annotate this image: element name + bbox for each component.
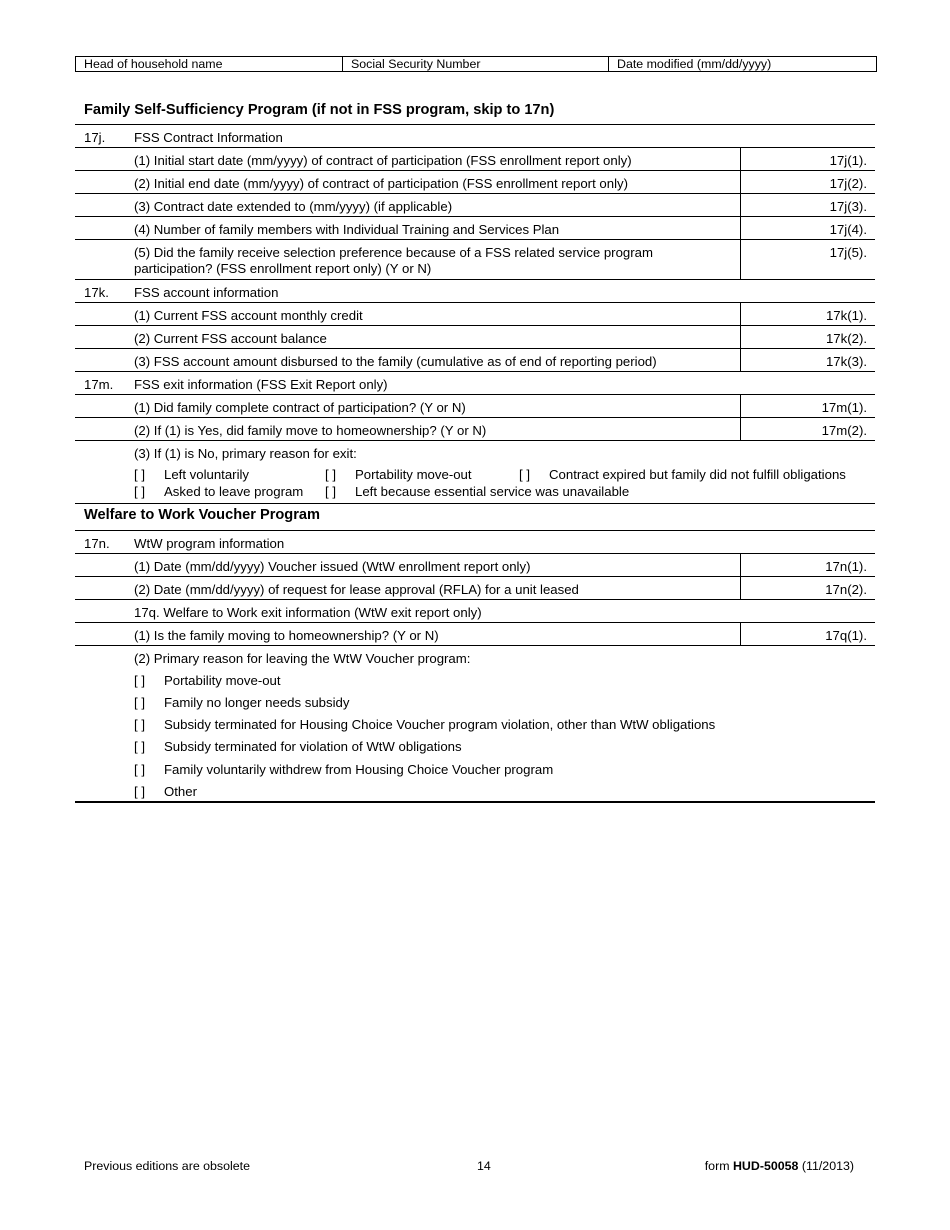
field-code: 17k(3). [825,354,867,369]
checkbox-bracket: [ ] [134,739,145,754]
checkbox-reason-hcv-violation[interactable] [134,717,715,732]
fss-section-title: Family Self-Sufficiency Program (if not in FSS program, skip to 17n) [84,102,555,118]
checkbox-essential-service[interactable] [325,484,629,499]
row-17j4[interactable] [75,217,875,239]
item-label: FSS exit information (FSS Exit Report only) [134,377,388,392]
row-17j5[interactable] [75,240,875,279]
row-17n [75,531,875,553]
footer-obsolete-note: Previous editions are obsolete [84,1159,250,1173]
checkbox-bracket: [ ] [325,484,336,499]
field-code: 17m(2). [821,423,867,438]
ssn-field[interactable]: Social Security Number [342,57,608,71]
item-label: (1) Did family complete contract of participation? (Y or N) [134,400,466,415]
checkbox-reason-no-longer-needs[interactable] [134,695,349,710]
checkbox-bracket: [ ] [134,762,145,777]
row-17m [75,372,875,394]
checkbox-reason-voluntarily-withdrew[interactable] [134,762,553,777]
page-number: 14 [477,1159,491,1173]
item-label-line: participation? (FSS enrollment report only) (Y or N) [134,261,432,276]
item-number: 17n. [84,536,110,551]
row-17q1[interactable] [75,623,875,645]
date-modified-field[interactable]: Date modified (mm/dd/yyyy) [608,57,876,71]
field-code: 17k(1). [825,308,867,323]
item-label: (2) If (1) is Yes, did family move to homeownership? (Y or N) [134,423,487,438]
row-17j2[interactable] [75,171,875,193]
item-label [134,245,653,277]
field-code: 17j(5). [829,245,867,260]
row-17j3[interactable] [75,194,875,216]
form-id: HUD-50058 [732,1159,799,1173]
checkbox-bracket: [ ] [134,784,145,799]
checkbox-label: Asked to leave program [164,484,304,499]
checkbox-label: Other [164,784,197,799]
field-code: 17k(2). [825,331,867,346]
checkbox-label: Portability move-out [164,673,281,688]
wtw-section-title: Welfare to Work Voucher Program [84,507,320,523]
checkbox-bracket: [ ] [519,467,530,482]
column-divider [740,302,741,371]
row-17n2[interactable] [75,577,875,599]
checkbox-reason-wtw-violation[interactable] [134,739,462,754]
field-code: 17j(4). [829,222,867,237]
row-17k1[interactable] [75,303,875,325]
item-label: WtW program information [134,536,285,551]
form-prefix: form [704,1159,730,1173]
checkbox-bracket: [ ] [134,467,145,482]
field-code: 17n(1). [825,559,867,574]
row-17j1[interactable] [75,148,875,170]
checkbox-label: Contract expired but family did not fulfill obligations [549,467,846,482]
row-17j [75,125,875,147]
checkbox-bracket: [ ] [134,673,145,688]
field-code: 17n(2). [825,582,867,597]
column-divider [740,147,741,279]
item-label: (2) Primary reason for leaving the WtW Voucher program: [134,651,471,666]
item-label: (3) FSS account amount disbursed to the family (cumulative as of end of reporting period) [134,354,657,369]
checkbox-bracket: [ ] [134,695,145,710]
item-label: 17q. Welfare to Work exit information (WtW exit report only) [134,605,482,620]
field-code: 17j(1). [829,153,867,168]
checkbox-contract-expired[interactable] [519,467,846,482]
checkbox-label: Subsidy terminated for Housing Choice Voucher program violation, other than WtW obligations [164,717,716,732]
item-label: (1) Date (mm/dd/yyyy) Voucher issued (WtW enrollment report only) [134,559,531,574]
checkbox-label: Left voluntarily [164,467,250,482]
checkbox-bracket: [ ] [134,717,145,732]
item-label: FSS Contract Information [134,130,283,145]
head-of-household-field[interactable]: Head of household name [84,57,223,71]
item-label: (3) If (1) is No, primary reason for exit: [134,446,357,461]
checkbox-reason-portability[interactable] [134,673,281,688]
item-label: (2) Date (mm/dd/yyyy) of request for lease approval (RFLA) for a unit leased [134,582,579,597]
item-number: 17k. [84,285,109,300]
checkbox-bracket: [ ] [134,484,145,499]
checkbox-label: Family voluntarily withdrew from Housing Choice Voucher program [164,762,554,777]
column-divider [740,553,741,599]
item-label: (1) Current FSS account monthly credit [134,308,363,323]
section-end-divider [75,801,875,803]
item-label: (2) Initial end date (mm/yyyy) of contract of participation (FSS enrollment report only) [134,176,628,191]
checkbox-reason-other[interactable] [134,784,197,799]
row-17n1[interactable] [75,554,875,576]
row-17q2 [75,646,875,668]
item-label: (4) Number of family members with Individual Training and Services Plan [134,222,560,237]
row-17m1[interactable] [75,395,875,417]
item-label: (1) Is the family moving to homeownership? (Y or N) [134,628,439,643]
checkbox-label: Portability move-out [355,467,472,482]
column-divider [740,394,741,440]
checkbox-left-voluntarily[interactable] [134,467,249,482]
checkbox-portability[interactable] [325,467,472,482]
checkbox-label: Subsidy terminated for violation of WtW obligations [164,739,462,754]
row-17q [75,600,875,622]
column-divider [740,622,741,645]
field-code: 17m(1). [821,400,867,415]
form-identifier [705,1159,854,1173]
item-label: FSS account information [134,285,279,300]
item-number: 17j. [84,130,106,145]
checkbox-label: Left because essential service was unavailable [355,484,630,499]
item-number: 17m. [84,377,114,392]
divider [75,503,875,504]
household-header [75,56,877,72]
item-label: (2) Current FSS account balance [134,331,327,346]
field-code: 17j(2). [829,176,867,191]
row-17m2[interactable] [75,418,875,440]
item-label-line: (5) Did the family receive selection preference because of a FSS related service program [134,245,653,260]
checkbox-label: Family no longer needs subsidy [164,695,350,710]
row-17k2[interactable] [75,326,875,348]
field-code: 17q(1). [825,628,867,643]
item-label: (3) Contract date extended to (mm/yyyy) (if applicable) [134,199,453,214]
row-17k3[interactable] [75,349,875,371]
field-code: 17j(3). [829,199,867,214]
row-17k [75,280,875,302]
checkbox-asked-to-leave[interactable] [134,484,303,499]
item-label: (1) Initial start date (mm/yyyy) of contract of participation (FSS enrollment report only) [134,153,632,168]
form-date: (11/2013) [801,1159,854,1173]
checkbox-bracket: [ ] [325,467,336,482]
